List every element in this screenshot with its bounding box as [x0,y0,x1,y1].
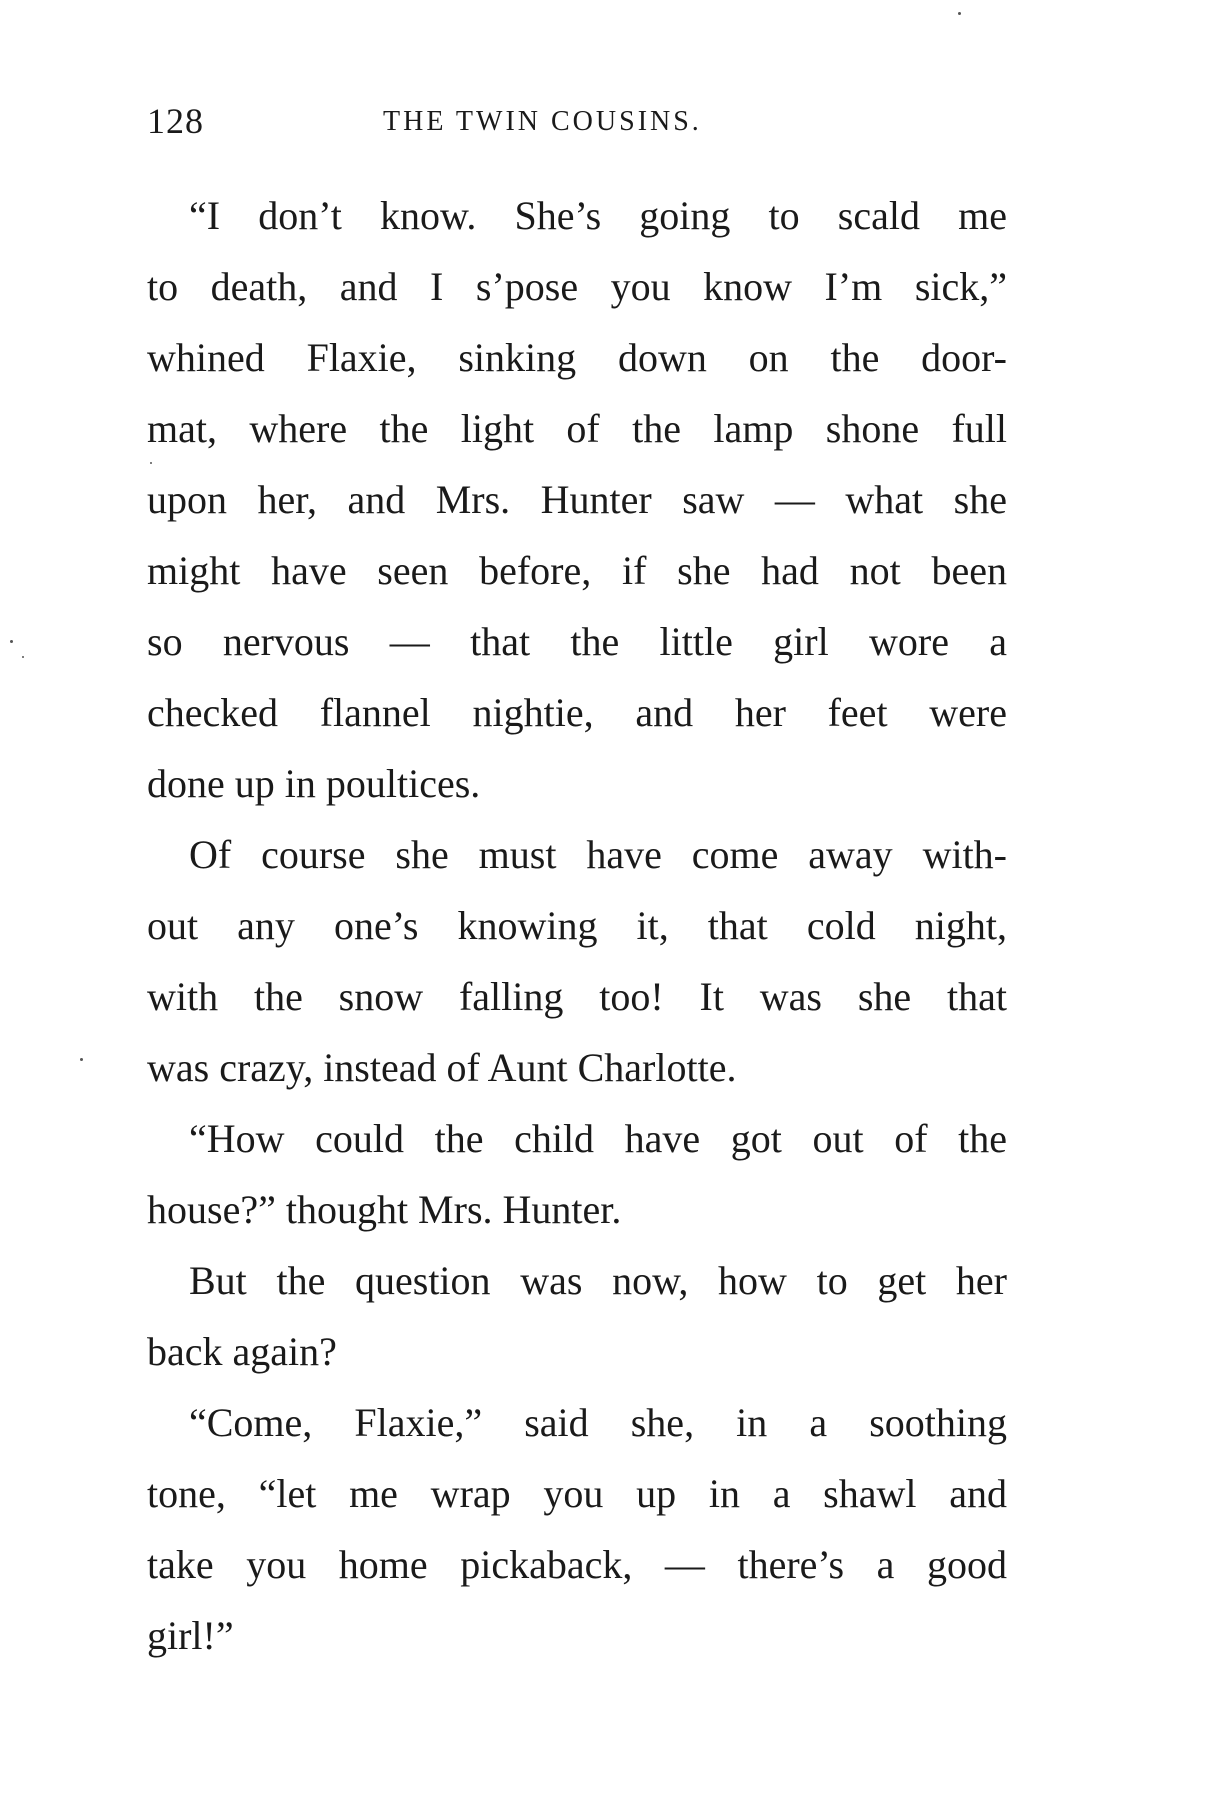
paragraph [147,1103,1007,1245]
text-line: Of course she must have come away with- [189,832,1007,877]
page-body [147,180,1007,1671]
scan-speck [80,1058,83,1061]
text-line: “How could the child have got out of the [189,1116,1007,1161]
text-line: house?” thought Mrs. Hunter. [147,1187,622,1232]
page-header [147,100,1007,150]
text-line: mat, where the light of the lamp shone full [147,406,1007,451]
scan-speck [150,462,152,464]
text-line: checked flannel nightie, and her feet were [147,690,1007,735]
text-line: might have seen before, if she had not been [147,548,1007,593]
text-line: so nervous — that the little girl wore a [147,619,1007,664]
paragraph [147,1387,1007,1671]
scan-speck [958,12,961,15]
text-line: with the snow falling too! It was she that [147,974,1007,1019]
text-line: girl!” [147,1613,234,1658]
text-line: tone, “let me wrap you up in a shawl and [147,1471,1007,1516]
text-line: “Come, Flaxie,” said she, in a soothing [189,1400,1007,1445]
text-line: “I don’t know. She’s going to scald me [189,193,1007,238]
paragraph [147,1245,1007,1387]
text-line: back again? [147,1329,337,1374]
scan-speck [22,656,24,658]
text-line: take you home pickaback, — there’s a good [147,1542,1007,1587]
text-line: whined Flaxie, sinking down on the door- [147,335,1007,380]
text-line: was crazy, instead of Aunt Charlotte. [147,1045,737,1090]
text-line: to death, and I s’pose you know I’m sick,” [147,264,1007,309]
paragraph [147,819,1007,1103]
text-line: But the question was now, how to get her [189,1258,1007,1303]
text-line: upon her, and Mrs. Hunter saw — what she [147,477,1007,522]
scan-speck [10,640,13,643]
text-line: out any one’s knowing it, that cold night, [147,903,1007,948]
text-line: done up in poultices. [147,761,481,806]
running-title: THE TWIN COUSINS. [383,106,702,137]
page-number: 128 [147,101,204,141]
paragraph [147,180,1007,819]
